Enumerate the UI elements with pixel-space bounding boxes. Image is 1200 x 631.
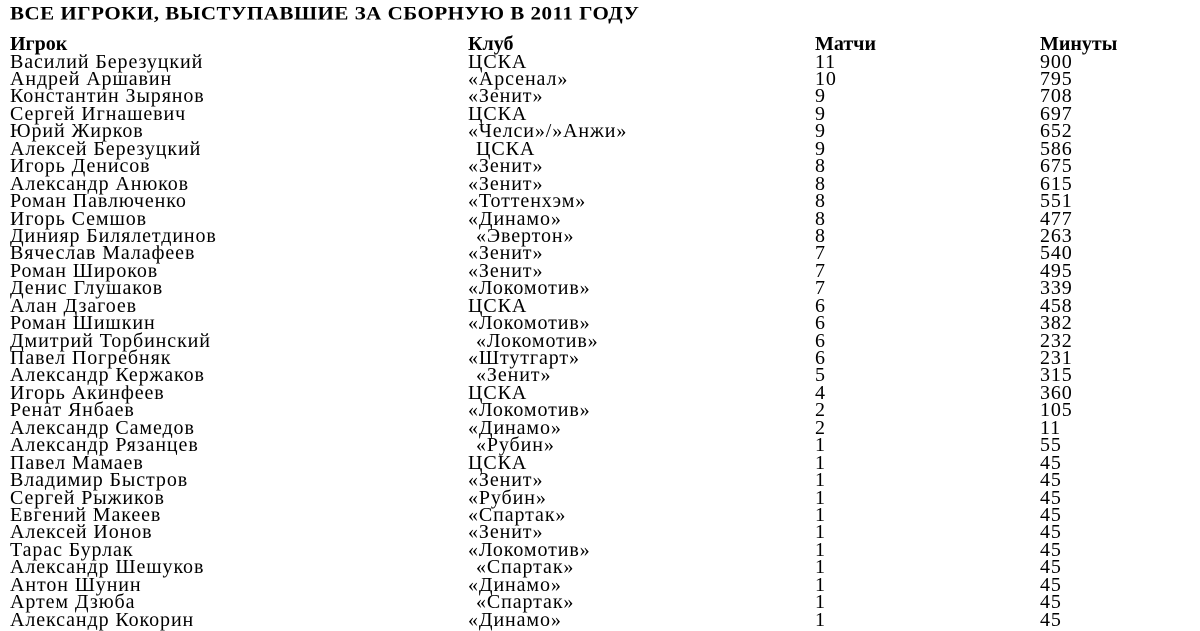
player-cell: Тарас Бурлак [10,538,134,561]
club-cell: «Зенит» [468,242,544,265]
player-cell: Павел Мамаев [10,451,144,474]
table-row [10,434,1200,457]
table-row [10,242,1200,265]
minutes-cell: 315 [1040,364,1073,387]
club-cell: ЦСКА [468,451,528,474]
table-row [10,137,1200,160]
matches-cell: 1 [815,434,826,457]
header-club: Клуб [468,33,514,55]
club-cell: «Динамо» [468,416,562,439]
matches-cell: 1 [815,521,826,544]
matches-cell: 1 [815,503,826,526]
matches-cell: 4 [815,381,826,404]
table-row [10,556,1200,579]
player-cell: Василий Березуцкий [10,50,204,73]
minutes-cell: 45 [1040,556,1062,579]
player-cell: Роман Шишкин [10,312,156,335]
club-cell: ЦСКА [468,102,528,125]
matches-cell: 8 [815,155,826,178]
matches-cell: 8 [815,207,826,230]
player-cell: Дмитрий Торбинский [10,329,211,352]
minutes-cell: 652 [1040,120,1073,143]
player-cell: Павел Погребняк [10,347,172,370]
matches-cell: 6 [815,312,826,335]
table-row [10,364,1200,387]
minutes-cell: 105 [1040,399,1073,422]
matches-cell: 7 [815,259,826,282]
player-cell: Роман Широков [10,259,159,282]
table-body [10,50,1200,631]
matches-cell: 6 [815,294,826,317]
player-cell: Денис Глушаков [10,277,164,300]
club-cell: ЦСКА [468,381,528,404]
table-row [10,172,1200,195]
player-cell: Александр Кержаков [10,364,205,387]
player-cell: Игорь Семшов [10,207,148,230]
club-cell: «Зенит» [468,469,544,492]
player-cell: Вячеслав Малафеев [10,242,196,265]
matches-cell: 1 [815,538,826,561]
matches-cell: 1 [815,591,826,614]
table-row [10,521,1200,544]
matches-cell: 7 [815,277,826,300]
club-cell: «Зенит» [468,172,544,195]
club-cell: «Динамо» [468,608,562,631]
matches-cell: 9 [815,102,826,125]
minutes-cell: 586 [1040,137,1073,160]
matches-cell: 8 [815,172,826,195]
player-cell: Алексей Березуцкий [10,137,202,160]
table-row [10,190,1200,213]
club-cell: «Рубин» [468,486,547,509]
matches-cell: 2 [815,399,826,422]
club-cell: «Эвертон» [476,224,575,247]
table-row [10,294,1200,317]
club-cell: «Спартак» [468,503,567,526]
club-cell: ЦСКА [476,137,536,160]
club-cell: «Штутгарт» [468,347,580,370]
club-cell: «Локомотив» [476,329,599,352]
minutes-cell: 708 [1040,85,1073,108]
minutes-cell: 339 [1040,277,1073,300]
matches-cell: 5 [815,364,826,387]
club-cell: «Тоттенхэм» [468,190,587,213]
minutes-cell: 45 [1040,503,1062,526]
matches-cell: 2 [815,416,826,439]
table-row [10,608,1200,631]
club-cell: «Локомотив» [468,277,591,300]
club-cell: «Арсенал» [468,68,569,91]
minutes-cell: 615 [1040,172,1073,195]
player-cell: Алан Дзагоев [10,294,137,317]
minutes-cell: 45 [1040,538,1062,561]
club-cell: «Зенит» [476,364,552,387]
player-cell: Алексей Ионов [10,521,153,544]
player-cell: Александр Кокорин [10,608,195,631]
club-cell: ЦСКА [468,294,528,317]
player-cell: Сергей Игнашевич [10,102,187,125]
club-cell: «Рубин» [476,434,555,457]
minutes-cell: 477 [1040,207,1073,230]
club-cell: «Зенит» [468,259,544,282]
minutes-cell: 45 [1040,608,1062,631]
minutes-cell: 382 [1040,312,1073,335]
player-cell: Игорь Акинфеев [10,381,165,404]
player-cell: Антон Шунин [10,573,142,596]
matches-cell: 8 [815,190,826,213]
player-cell: Александр Рязанцев [10,434,199,457]
player-cell: Артем Дзюба [10,591,136,614]
table-row [10,277,1200,300]
club-cell: «Локомотив» [468,312,591,335]
table-row [10,381,1200,404]
player-cell: Юрий Жирков [10,120,144,143]
header-player: Игрок [10,33,68,55]
minutes-cell: 45 [1040,591,1062,614]
matches-cell: 8 [815,224,826,247]
minutes-cell: 900 [1040,50,1073,73]
club-cell: «Зенит» [468,521,544,544]
matches-cell: 1 [815,486,826,509]
player-cell: Александр Шешуков [10,556,205,579]
matches-cell: 6 [815,329,826,352]
matches-cell: 1 [815,469,826,492]
table-row [10,503,1200,526]
matches-cell: 1 [815,573,826,596]
player-cell: Игорь Денисов [10,155,151,178]
player-cell: Андрей Аршавин [10,68,173,91]
minutes-cell: 232 [1040,329,1073,352]
player-cell: Роман Павлюченко [10,190,187,213]
minutes-cell: 55 [1040,434,1062,457]
page-title: ВСЕ ИГРОКИ, ВЫСТУПАВШИЕ ЗА СБОРНУЮ В 2011 ГОДУ [10,2,640,25]
table-row [10,451,1200,474]
header-matches: Матчи [815,33,876,55]
minutes-cell: 551 [1040,190,1073,213]
players-table [10,33,1200,631]
table-row [10,486,1200,509]
table-row [10,85,1200,108]
club-cell: «Зенит» [468,85,544,108]
matches-cell: 9 [815,120,826,143]
player-cell: Владимир Быстров [10,469,189,492]
table-row [10,259,1200,282]
club-cell: «Спартак» [476,556,575,579]
minutes-cell: 263 [1040,224,1073,247]
minutes-cell: 495 [1040,259,1073,282]
matches-cell: 11 [815,50,837,73]
minutes-cell: 11 [1040,416,1062,439]
matches-cell: 1 [815,451,826,474]
matches-cell: 6 [815,347,826,370]
matches-cell: 1 [815,608,826,631]
minutes-cell: 231 [1040,347,1073,370]
club-cell: «Динамо» [468,207,562,230]
player-cell: Сергей Рыжиков [10,486,165,509]
minutes-cell: 675 [1040,155,1073,178]
player-cell: Александр Самедов [10,416,195,439]
minutes-cell: 795 [1040,68,1073,91]
minutes-cell: 360 [1040,381,1073,404]
player-cell: Ренат Янбаев [10,399,135,422]
table-row [10,50,1200,73]
minutes-cell: 45 [1040,521,1062,544]
header-minutes: Минуты [1040,33,1118,55]
minutes-cell: 697 [1040,102,1073,125]
matches-cell: 7 [815,242,826,265]
club-cell: «Динамо» [468,573,562,596]
matches-cell: 10 [815,68,837,91]
player-cell: Константин Зырянов [10,85,205,108]
player-cell: Евгений Макеев [10,503,162,526]
matches-cell: 9 [815,85,826,108]
club-cell: «Локомотив» [468,399,591,422]
minutes-cell: 45 [1040,573,1062,596]
minutes-cell: 458 [1040,294,1073,317]
minutes-cell: 45 [1040,486,1062,509]
matches-cell: 1 [815,556,826,579]
club-cell: «Челси»/»Анжи» [468,120,628,143]
player-cell: Александр Анюков [10,172,190,195]
club-cell: «Локомотив» [468,538,591,561]
table-row [10,329,1200,352]
minutes-cell: 45 [1040,451,1062,474]
matches-cell: 9 [815,137,826,160]
minutes-cell: 45 [1040,469,1062,492]
club-cell: «Спартак» [476,591,575,614]
table-row [10,469,1200,492]
player-cell: Динияр Билялетдинов [10,224,217,247]
club-cell: ЦСКА [468,50,528,73]
table-row [10,573,1200,596]
club-cell: «Зенит» [468,155,544,178]
minutes-cell: 540 [1040,242,1073,265]
